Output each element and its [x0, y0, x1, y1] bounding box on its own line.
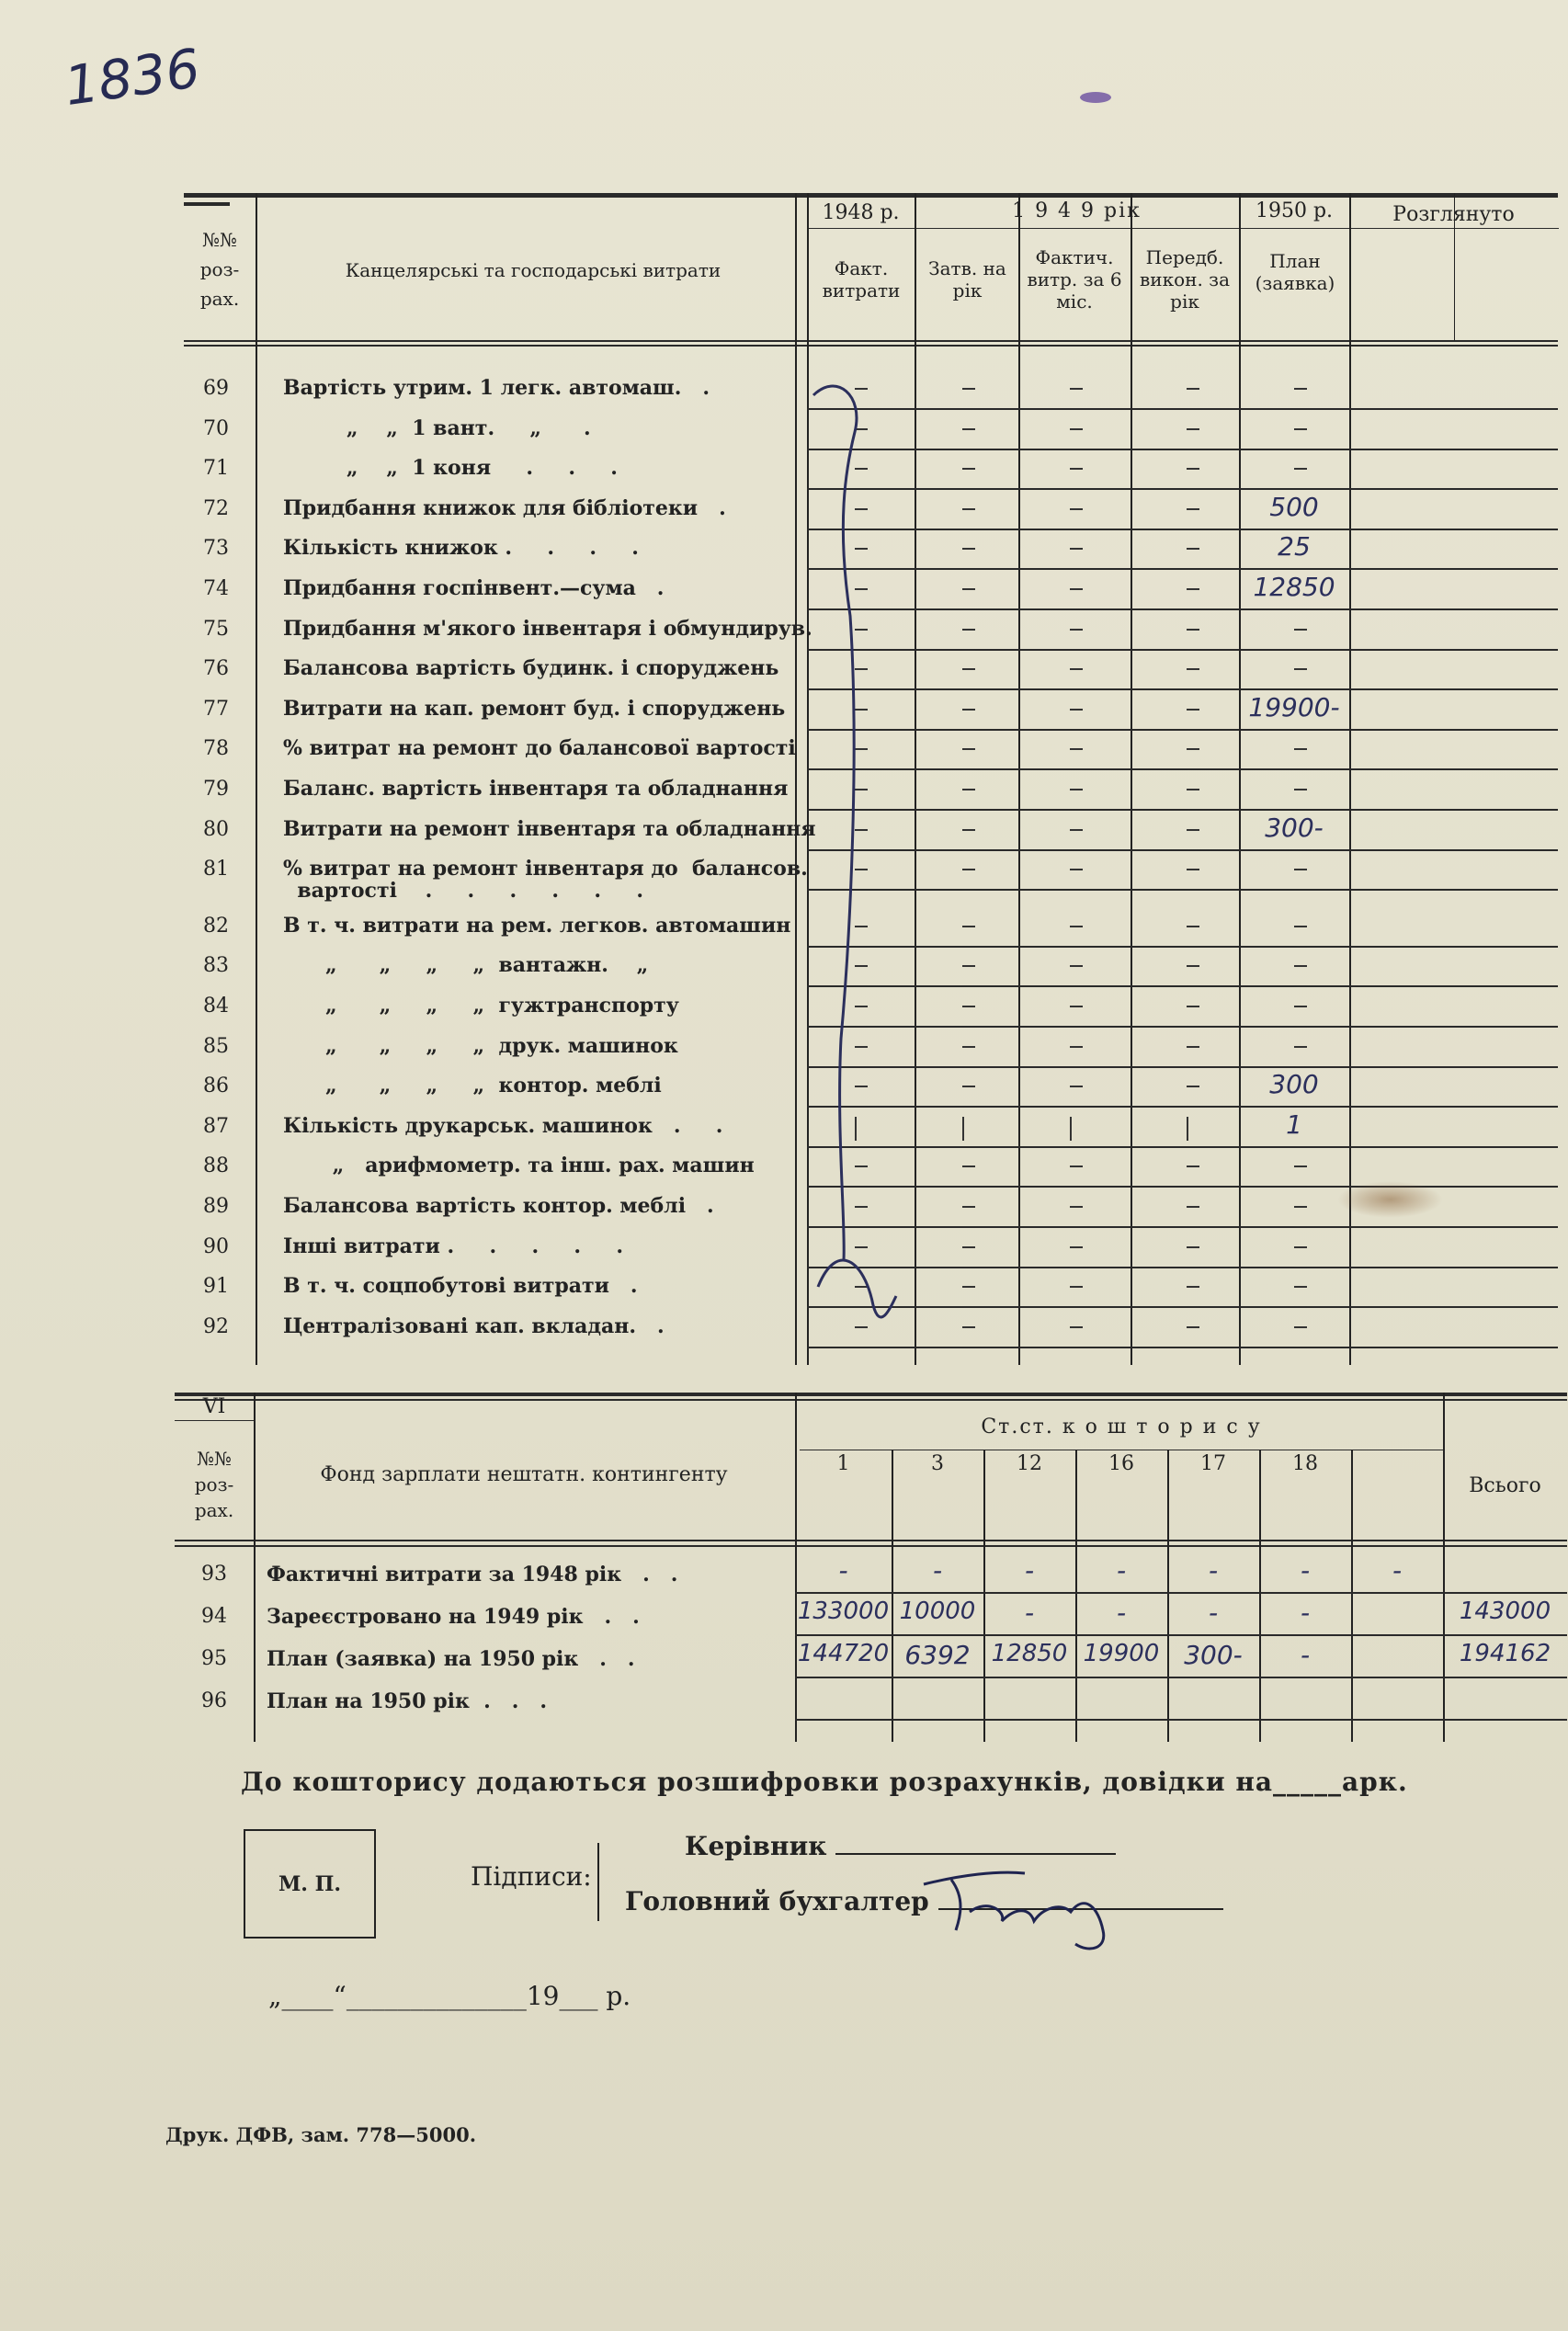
- row-number: 80: [203, 817, 229, 841]
- stain: [1337, 1181, 1443, 1218]
- empty-value-dash: [962, 1206, 975, 1208]
- strike-mark-1948: [809, 340, 915, 1360]
- t2-cell-value: -: [1024, 1555, 1035, 1586]
- empty-value-dash: [962, 869, 975, 870]
- t2-col-header: 3: [931, 1452, 944, 1475]
- empty-value-dash: [1294, 1166, 1307, 1167]
- t2-row-rule: [795, 1719, 1567, 1721]
- t2-cell-value: -: [1300, 1640, 1311, 1670]
- t2-row-rule: [795, 1634, 1567, 1636]
- t2-row-label: План на 1950 рік . . .: [267, 1689, 548, 1713]
- row-label: Кількість друкарськ. машинок . .: [283, 1113, 723, 1138]
- col-header-1948: 1948 р.: [822, 201, 900, 224]
- row-rule: [807, 568, 1558, 570]
- empty-value-dash: [962, 508, 975, 510]
- empty-value-dash: [1187, 468, 1199, 470]
- t2-col-header: 16: [1108, 1452, 1134, 1475]
- t2-cell-value: -: [1024, 1598, 1035, 1628]
- row-number: 91: [203, 1275, 229, 1299]
- t2-col-header: 1: [836, 1452, 850, 1475]
- date-line: „____“______________19___ р.: [268, 1981, 631, 2011]
- t2-col-header: 18: [1292, 1452, 1318, 1475]
- row-rule: [807, 688, 1558, 690]
- empty-value-dash: [1187, 926, 1199, 927]
- row-rule: [807, 1267, 1558, 1268]
- t2-col-header-num: №№ роз- рах.: [194, 1448, 234, 1521]
- empty-value-dash: [1187, 1286, 1199, 1288]
- empty-value-dash: [1187, 748, 1199, 750]
- empty-value-dash: [1294, 789, 1307, 790]
- empty-value-dash: [962, 1006, 975, 1007]
- t2-cell-value: 12850: [991, 1640, 1068, 1667]
- empty-value-dash: [962, 829, 975, 831]
- empty-value-dash: [1070, 1046, 1083, 1048]
- stamp-box: [244, 1829, 376, 1939]
- t2-cell-value: 6392: [904, 1640, 971, 1670]
- t2-cell-value: 144720: [797, 1640, 890, 1667]
- row-rule: [807, 849, 1558, 851]
- row-rule: [807, 809, 1558, 811]
- row-label: „ „ 1 вант. „ .: [283, 415, 591, 440]
- head-label: Керівник: [685, 1831, 827, 1861]
- empty-value-dash: [1070, 829, 1083, 831]
- t2-cell-value: -: [838, 1555, 848, 1586]
- row-label: Вартість утрим. 1 легк. автомаш. .: [283, 376, 710, 400]
- empty-value-dash: [1294, 965, 1307, 967]
- row-number: 88: [203, 1154, 229, 1178]
- plan-value: 25: [1278, 531, 1311, 563]
- row-rule: [807, 1066, 1558, 1068]
- empty-value-dash: [1294, 668, 1307, 670]
- row-label: Витрати на кап. ремонт буд. і споруджень: [283, 696, 786, 721]
- row-rule: [807, 889, 1558, 891]
- empty-value-dash: [1187, 548, 1199, 550]
- handwritten-page-number: 1836: [60, 37, 204, 118]
- empty-value-dash: [1187, 709, 1199, 711]
- empty-value-dash: [1070, 588, 1083, 590]
- row-label: „ „ „ „ друк. машинок: [283, 1033, 678, 1058]
- empty-value-dash: [1187, 1046, 1199, 1048]
- row-rule: [807, 1347, 1558, 1348]
- row-number: 85: [203, 1034, 229, 1058]
- empty-value-dash: [1070, 1117, 1072, 1141]
- empty-value-dash: [1187, 588, 1199, 590]
- row-rule: [807, 1026, 1558, 1028]
- t2-col-header: Всього: [1469, 1474, 1541, 1497]
- col-header-plan: План (заявка): [1255, 250, 1335, 294]
- empty-value-dash: [1187, 388, 1199, 390]
- row-rule: [807, 1186, 1558, 1188]
- empty-value-dash: [962, 668, 975, 670]
- row-number: 77: [203, 697, 229, 721]
- empty-value-dash: [962, 1326, 975, 1328]
- empty-value-dash: [1070, 926, 1083, 927]
- row-number: 90: [203, 1234, 229, 1258]
- row-number: 92: [203, 1314, 229, 1338]
- row-number: 71: [203, 457, 229, 481]
- signature-divider: [597, 1843, 599, 1921]
- empty-value-dash: [1294, 1006, 1307, 1007]
- row-label: % витрат на ремонт інвентаря до балансов. вартості . . . . . .: [283, 857, 808, 904]
- empty-value-dash: [1294, 869, 1307, 870]
- row-rule: [807, 608, 1558, 610]
- empty-value-dash: [962, 388, 975, 390]
- row-rule: [807, 488, 1558, 490]
- empty-value-dash: [1187, 1086, 1199, 1087]
- row-number: 81: [203, 858, 229, 881]
- empty-value-dash: [962, 629, 975, 631]
- t2-group-header: Ст.ст. к о ш т о р и с у: [981, 1416, 1262, 1438]
- signatures-label: Підписи:: [471, 1861, 592, 1892]
- empty-value-dash: [1294, 926, 1307, 927]
- plan-value: 300: [1269, 1069, 1319, 1100]
- col-header-fact: Факт. витрати: [822, 257, 901, 301]
- empty-value-dash: [1187, 1326, 1199, 1328]
- row-label: „ „ 1 коня . . .: [283, 456, 618, 481]
- empty-value-dash: [1294, 1046, 1307, 1048]
- col-header-approved: Затв. на рік: [928, 257, 1006, 301]
- t2-row-number: 94: [201, 1605, 227, 1628]
- col-header-1949: 1 9 4 9 рік: [1012, 199, 1142, 222]
- empty-value-dash: [1187, 965, 1199, 967]
- empty-value-dash: [962, 1286, 975, 1288]
- row-number: 72: [203, 496, 229, 520]
- t2-cell-value: -: [1208, 1598, 1219, 1628]
- row-rule: [807, 1146, 1558, 1148]
- t2-cell-value: 194162: [1459, 1640, 1551, 1667]
- row-rule: [807, 1306, 1558, 1308]
- empty-value-dash: [1070, 388, 1083, 390]
- row-number: 89: [203, 1195, 229, 1218]
- empty-value-dash: [962, 548, 975, 550]
- t2-cell-value: -: [1208, 1555, 1219, 1586]
- t2-cell-value: -: [1116, 1555, 1127, 1586]
- t2-cell-value: 133000: [797, 1598, 890, 1625]
- empty-value-dash: [962, 1086, 975, 1087]
- t2-row-label: План (заявка) на 1950 рік . .: [267, 1647, 635, 1671]
- row-label: Балансова вартість будинк. і споруджень: [283, 656, 779, 681]
- empty-value-dash: [1187, 508, 1199, 510]
- col-header-desc: Канцелярські та господарські витрати: [345, 259, 722, 281]
- empty-value-dash: [1187, 1117, 1188, 1141]
- row-number: 82: [203, 914, 229, 938]
- t2-cell-value: 19900: [1083, 1640, 1160, 1667]
- empty-value-dash: [962, 428, 975, 430]
- empty-value-dash: [1294, 388, 1307, 390]
- row-label: Витрати на ремонт інвентаря та обладнання: [283, 816, 816, 841]
- plan-value: 1: [1286, 1109, 1302, 1140]
- t2-cell-value: -: [1300, 1555, 1311, 1586]
- row-label: В т. ч. соцпобутові витрати .: [283, 1274, 638, 1299]
- plan-value: 300-: [1265, 812, 1324, 843]
- t2-row-rule: [795, 1592, 1567, 1594]
- wage-fund-table: [175, 1393, 1567, 1742]
- t2-cell-value: 300-: [1184, 1640, 1243, 1670]
- empty-value-dash: [1070, 668, 1083, 670]
- row-rule: [807, 946, 1558, 948]
- row-rule: [807, 1226, 1558, 1228]
- row-label: Придбання книжок для бібліотеки .: [283, 495, 726, 520]
- empty-value-dash: [1294, 1206, 1307, 1208]
- row-label: Інші витрати . . . . .: [283, 1234, 624, 1258]
- row-number: 73: [203, 537, 229, 561]
- row-number: 84: [203, 995, 229, 1018]
- row-rule: [807, 729, 1558, 731]
- t2-cell-value: -: [1300, 1598, 1311, 1628]
- empty-value-dash: [1070, 1326, 1083, 1328]
- empty-value-dash: [962, 588, 975, 590]
- row-label: Придбання госпінвент.—сума .: [283, 576, 665, 600]
- empty-value-dash: [1070, 548, 1083, 550]
- row-label: % витрат на ремонт до балансової вартості: [283, 736, 796, 761]
- plan-value: 19900-: [1248, 691, 1340, 722]
- row-rule: [807, 408, 1558, 410]
- t2-cell-value: -: [1392, 1555, 1403, 1586]
- printer-info: Друк. ДФВ, зам. 778—5000.: [165, 2123, 477, 2146]
- t2-row-rule: [795, 1677, 1567, 1678]
- t2-row-label: Зареєстровано на 1949 рік . .: [267, 1605, 640, 1629]
- plan-value: 12850: [1253, 572, 1335, 602]
- t2-col-header: 12: [1017, 1452, 1042, 1475]
- empty-value-dash: [962, 468, 975, 470]
- empty-value-dash: [962, 1117, 964, 1141]
- empty-value-dash: [1187, 1166, 1199, 1167]
- row-rule: [807, 649, 1558, 651]
- row-label: Централізовані кап. вкладан. .: [283, 1313, 665, 1338]
- col-header-expected: Передб. викон. за рік: [1139, 246, 1230, 313]
- col-header-fact6: Фактич. витр. за 6 міс.: [1027, 246, 1122, 313]
- empty-value-dash: [1070, 629, 1083, 631]
- empty-value-dash: [1187, 668, 1199, 670]
- row-rule: [807, 768, 1558, 770]
- row-rule: [807, 449, 1558, 450]
- stamp-label: М. П.: [278, 1871, 342, 1896]
- row-rule: [807, 985, 1558, 987]
- empty-value-dash: [1187, 1206, 1199, 1208]
- empty-value-dash: [1294, 629, 1307, 631]
- t2-row-number: 95: [201, 1647, 227, 1670]
- section-number: VI: [202, 1395, 226, 1418]
- empty-value-dash: [962, 709, 975, 711]
- t2-cell-value: 10000: [899, 1598, 976, 1625]
- empty-value-dash: [1070, 748, 1083, 750]
- t2-row-number: 96: [201, 1689, 227, 1712]
- empty-value-dash: [962, 965, 975, 967]
- plan-value: 500: [1269, 491, 1319, 522]
- empty-value-dash: [962, 1246, 975, 1248]
- empty-value-dash: [1070, 789, 1083, 790]
- empty-value-dash: [1187, 829, 1199, 831]
- row-label: В т. ч. витрати на рем. легков. автомашин: [283, 913, 791, 938]
- col-header-num: №№ роз- рах.: [199, 229, 240, 310]
- empty-value-dash: [1294, 1246, 1307, 1248]
- accountant-label: Головний бухгалтер: [625, 1886, 929, 1916]
- row-label: Кількість книжок . . . .: [283, 536, 639, 561]
- empty-value-dash: [1294, 748, 1307, 750]
- row-label: „ „ „ „ гужтранспорту: [283, 994, 679, 1018]
- empty-value-dash: [1294, 1326, 1307, 1328]
- empty-value-dash: [1070, 428, 1083, 430]
- empty-value-dash: [1187, 869, 1199, 870]
- t2-col-header-desc: Фонд зарплати нештатн. контингенту: [320, 1463, 728, 1486]
- empty-value-dash: [1187, 1246, 1199, 1248]
- t2-cell-value: 143000: [1459, 1598, 1551, 1625]
- t2-row-number: 93: [201, 1563, 227, 1586]
- row-label: „ „ „ „ вантажн. „: [283, 953, 649, 978]
- empty-value-dash: [1187, 629, 1199, 631]
- t2-cell-value: -: [932, 1555, 943, 1586]
- empty-value-dash: [1294, 468, 1307, 470]
- ink-blot: [1080, 92, 1111, 103]
- empty-value-dash: [1187, 789, 1199, 790]
- row-label: „ арифмометр. та інш. рах. машин: [283, 1154, 755, 1178]
- empty-value-dash: [1070, 468, 1083, 470]
- row-label: Придбання м'якого інвентаря і обмундирув.: [283, 616, 812, 641]
- row-label: „ „ „ „ контор. меблі: [283, 1074, 662, 1098]
- col-header-1950: 1950 р.: [1255, 199, 1334, 222]
- empty-value-dash: [1070, 1086, 1083, 1087]
- empty-value-dash: [1070, 508, 1083, 510]
- t2-col-header: 17: [1200, 1452, 1226, 1475]
- empty-value-dash: [1070, 1166, 1083, 1167]
- empty-value-dash: [962, 789, 975, 790]
- empty-value-dash: [1070, 709, 1083, 711]
- t2-row-label: Фактичні витрати за 1948 рік . .: [267, 1563, 678, 1586]
- empty-value-dash: [962, 1166, 975, 1167]
- row-number: 74: [203, 577, 229, 600]
- row-number: 75: [203, 617, 229, 641]
- empty-value-dash: [1070, 869, 1083, 870]
- row-label: Баланс. вартість інвентаря та обладнання: [283, 777, 789, 801]
- row-number: 69: [203, 377, 229, 400]
- row-number: 70: [203, 416, 229, 440]
- row-rule: [807, 1106, 1558, 1108]
- empty-value-dash: [1070, 1286, 1083, 1288]
- row-number: 78: [203, 737, 229, 761]
- row-number: 87: [203, 1114, 229, 1138]
- empty-value-dash: [1294, 1286, 1307, 1288]
- accountant-signature: [915, 1857, 1135, 1958]
- col-header-reviewed: Розглянуто: [1392, 203, 1515, 226]
- empty-value-dash: [1070, 1006, 1083, 1007]
- empty-value-dash: [1070, 965, 1083, 967]
- empty-value-dash: [1294, 428, 1307, 430]
- attachments-note: До кошторису додаються розшифровки розрахунків, довідки на_____арк.: [241, 1767, 1408, 1797]
- empty-value-dash: [962, 748, 975, 750]
- empty-value-dash: [1070, 1206, 1083, 1208]
- empty-value-dash: [1187, 428, 1199, 430]
- row-number: 86: [203, 1075, 229, 1098]
- empty-value-dash: [1070, 1246, 1083, 1248]
- empty-value-dash: [1187, 1006, 1199, 1007]
- t2-cell-value: -: [1116, 1598, 1127, 1628]
- empty-value-dash: [962, 1046, 975, 1048]
- row-rule: [807, 529, 1558, 530]
- empty-value-dash: [962, 926, 975, 927]
- row-label: Балансова вартість контор. меблі .: [283, 1194, 714, 1218]
- row-number: 76: [203, 657, 229, 681]
- row-number: 83: [203, 954, 229, 978]
- row-number: 79: [203, 778, 229, 801]
